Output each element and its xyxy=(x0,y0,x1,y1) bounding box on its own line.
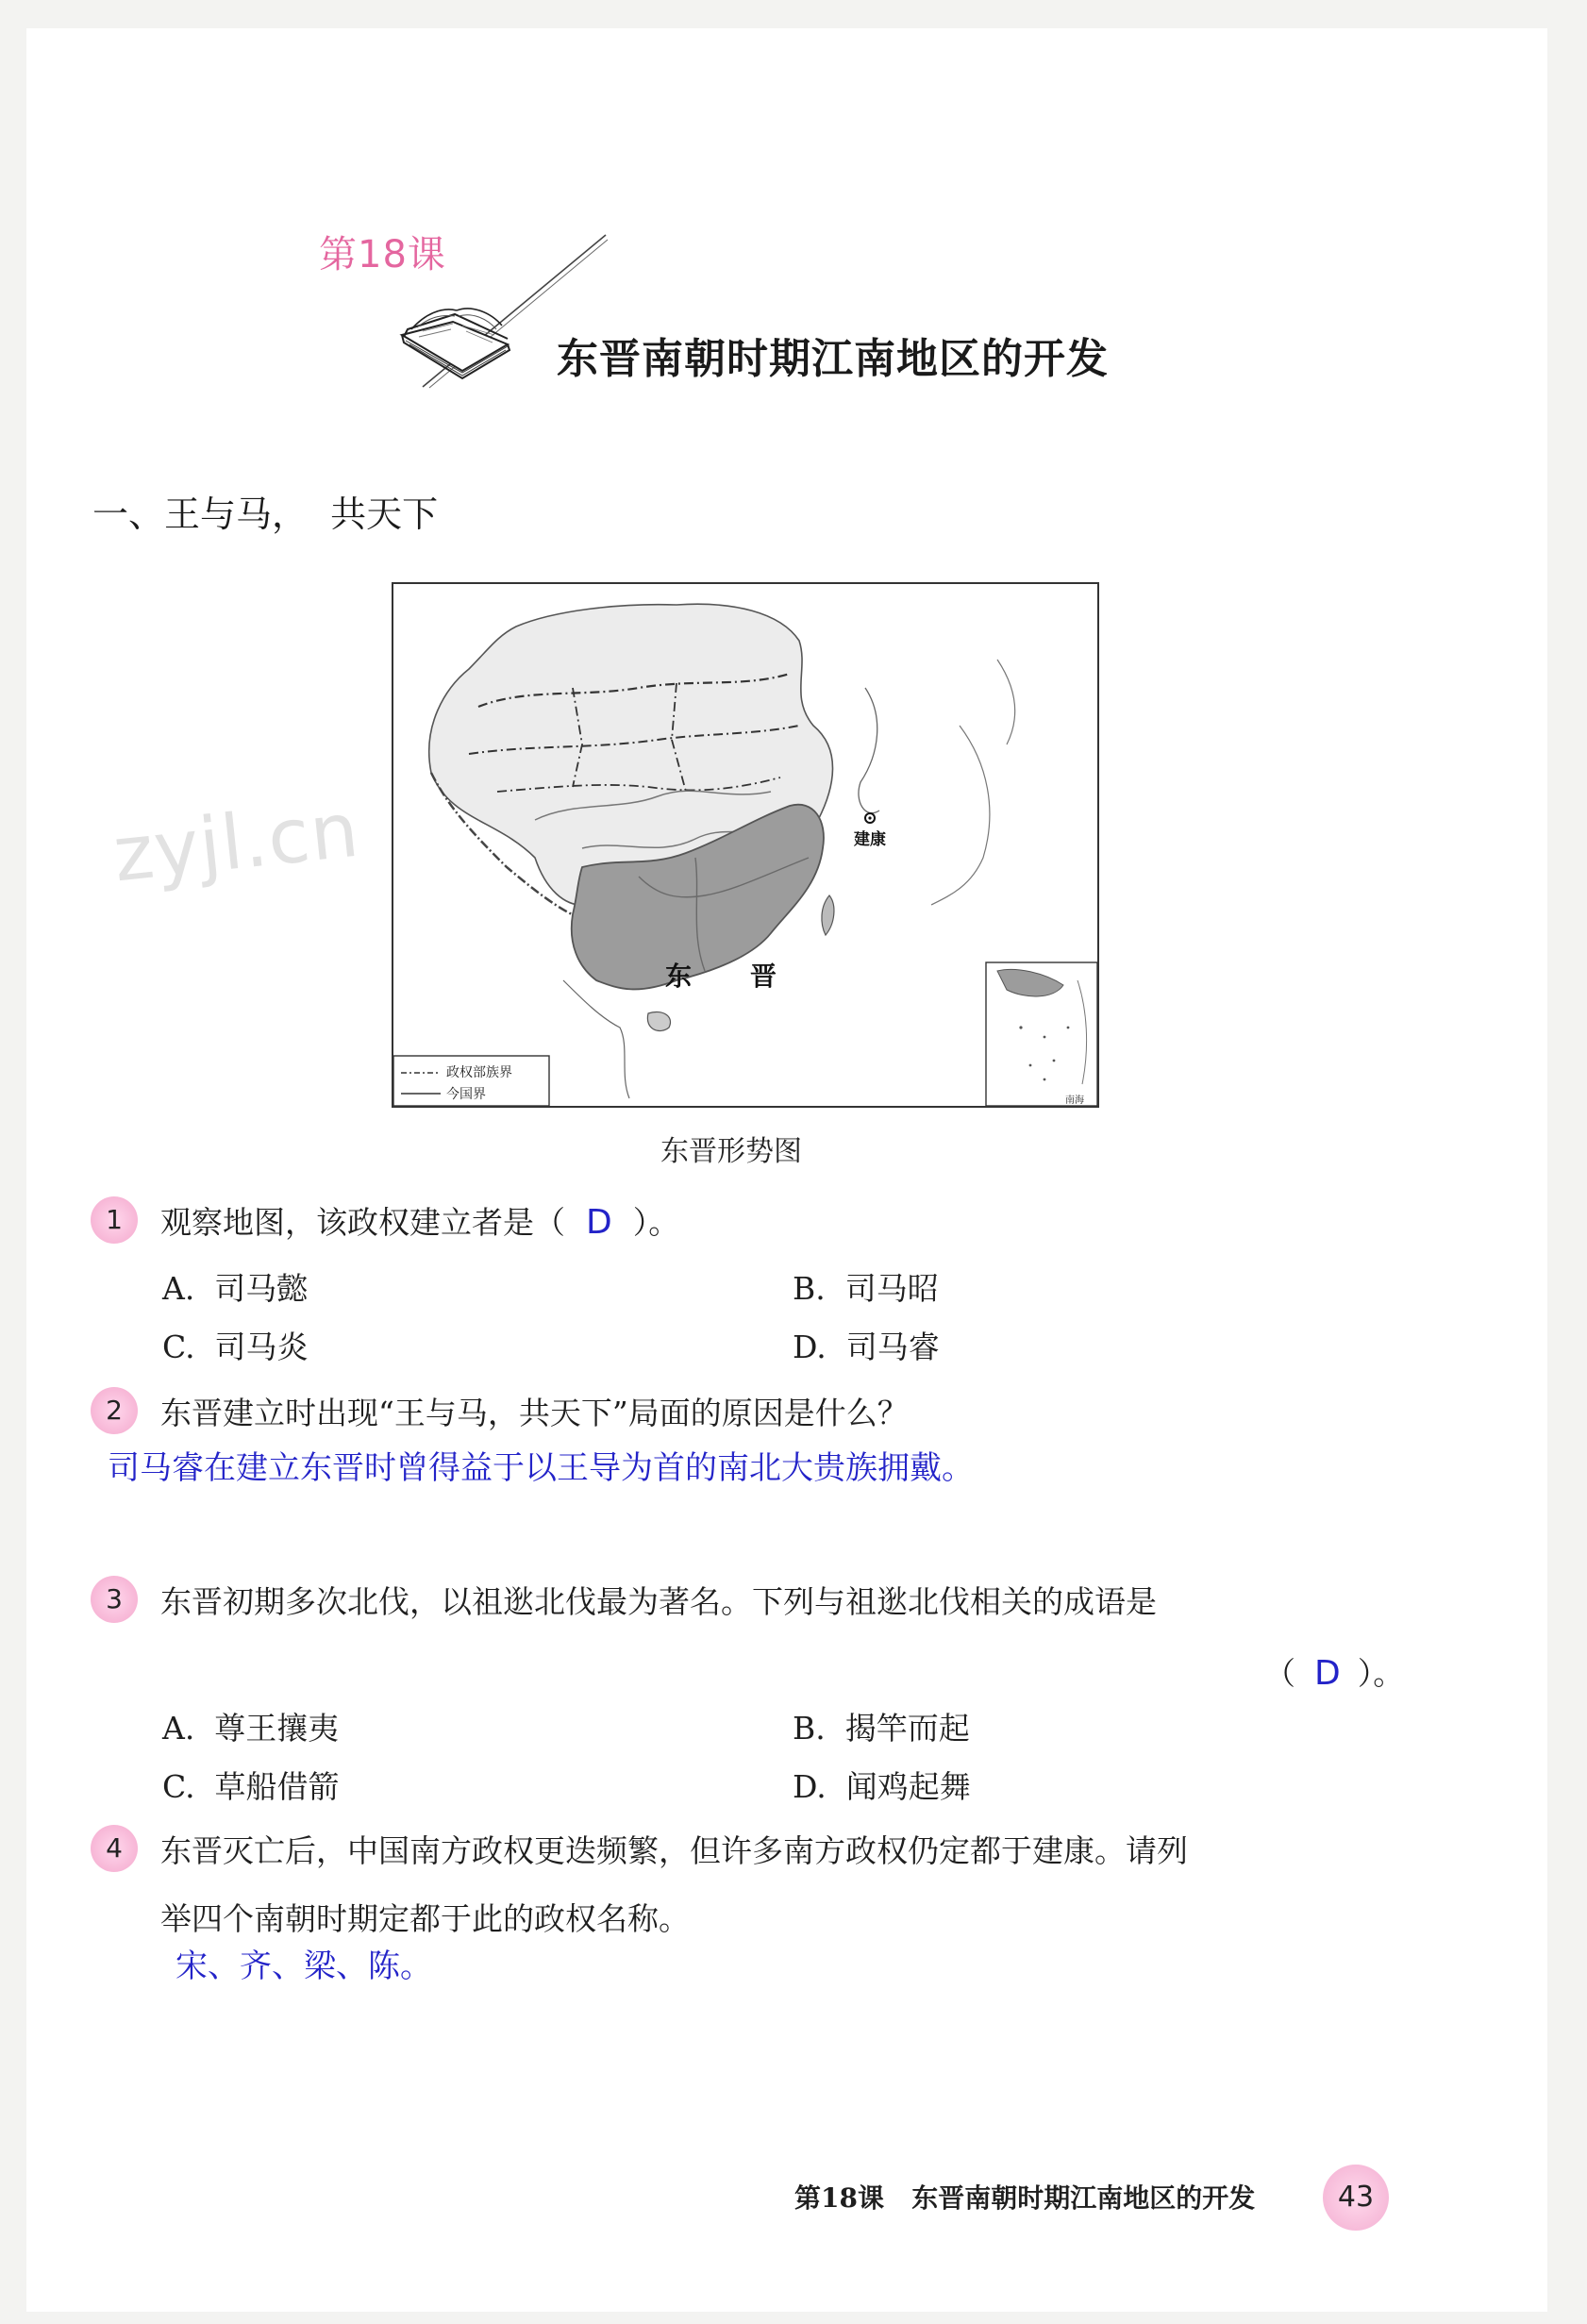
q1-option-d: D. 司马睿 xyxy=(793,1329,940,1365)
inset-label-nanhai: 南海 xyxy=(1065,1095,1084,1106)
question-4-text-line2: 举四个南朝时期定都于此的政权名称。 xyxy=(160,1900,690,1937)
watermark-text: zyjl.cn xyxy=(109,785,364,899)
map-caption: 东晋形势图 xyxy=(660,1135,802,1168)
lesson-title: 东晋南朝时期江南地区的开发 xyxy=(557,335,1109,383)
map-label-jin: 晋 xyxy=(750,961,777,992)
q3-option-d: D. 闻鸡起舞 xyxy=(793,1768,971,1805)
q3-option-b: B. 揭竿而起 xyxy=(793,1710,970,1747)
question-1-answer: D xyxy=(586,1203,612,1242)
q1-option-a: A. 司马懿 xyxy=(162,1270,309,1307)
q3-option-c: C. 草船借箭 xyxy=(162,1768,340,1805)
legend-regime-boundary: 政权部族界 xyxy=(446,1065,512,1080)
section-heading: 一、王与马， 共天下 xyxy=(92,493,439,535)
map-drawing xyxy=(393,584,1097,1106)
question-4-answer: 宋、齐、梁、陈。 xyxy=(175,1948,432,1985)
page-number: 43 xyxy=(1323,2165,1389,2231)
q3-option-a: A. 尊王攘夷 xyxy=(162,1710,340,1747)
map-label-jiankang: 建康 xyxy=(854,830,886,849)
map-figure xyxy=(392,582,1099,1108)
question-2-text: 东晋建立时出现“王与马，共天下”局面的原因是什么？ xyxy=(160,1395,909,1431)
footer-lesson-title: 第18课 东晋南朝时期江南地区的开发 xyxy=(794,2182,1256,2214)
question-number-4: 4 xyxy=(91,1825,138,1872)
q1-option-c: C. 司马炎 xyxy=(162,1329,309,1365)
q1-option-b: B. 司马昭 xyxy=(793,1270,939,1307)
map-label-dong: 东 xyxy=(665,961,693,992)
question-3-answer-bracket: （ D ）。 xyxy=(1264,1654,1405,1693)
legend-modern-border: 今国界 xyxy=(446,1087,486,1102)
question-3-text: 东晋初期多次北伐，以祖逖北伐最为著名。下列与祖逖北伐相关的成语是 xyxy=(160,1583,1157,1620)
question-number-2: 2 xyxy=(91,1387,138,1434)
question-number-1: 1 xyxy=(91,1196,138,1244)
lesson-label: 第18课 xyxy=(319,233,446,276)
question-4-text-line1: 东晋灭亡后，中国南方政权更迭频繁，但许多南方政权仍定都于建康。请列 xyxy=(160,1832,1188,1869)
question-2-answer: 司马睿在建立东晋时曾得益于以王导为首的南北大贵族拥戴。 xyxy=(108,1449,974,1487)
question-3-answer: D xyxy=(1314,1654,1341,1693)
question-1-text: 观察地图，该政权建立者是（ D ）。 xyxy=(160,1203,680,1242)
question-number-3: 3 xyxy=(91,1576,138,1623)
